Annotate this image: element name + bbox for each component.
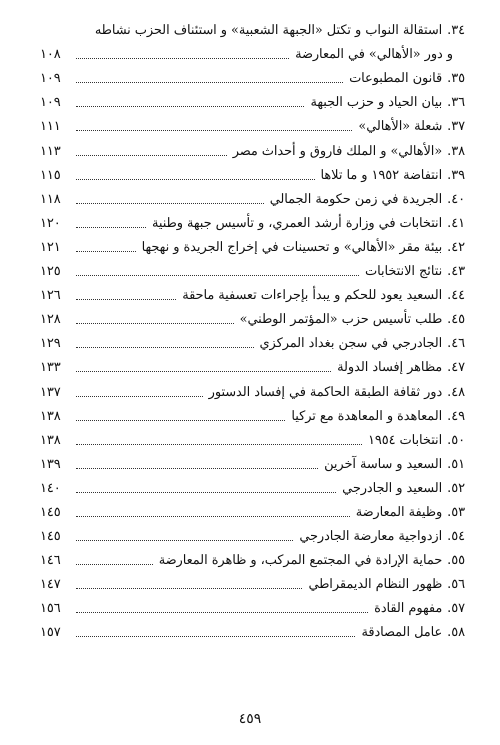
toc-entry-number: ٣٩. — [447, 167, 465, 183]
toc-entry — [40, 110, 465, 134]
toc-entry-page: ١٠٨ — [40, 47, 61, 63]
toc-entry-title: السعيد و الجادرجي — [342, 480, 443, 496]
toc-entry-number: ٥٦. — [447, 577, 465, 593]
toc-entry-title: دور ثقافة الطبقة الحاكمة في إفساد الدستور — [208, 384, 443, 400]
toc-entry-number: ٣٨. — [447, 143, 465, 159]
toc-entry-title: شعلة «الأهالي» — [358, 119, 443, 135]
toc-entry-page: ١١٣ — [40, 143, 61, 159]
toc-entry — [40, 14, 465, 38]
toc-entry — [40, 496, 465, 520]
table-of-contents — [40, 14, 465, 640]
toc-entry-number: ٥٧. — [447, 601, 465, 617]
dot-leader — [76, 636, 355, 637]
toc-entry — [40, 616, 465, 640]
toc-entry-page: ١٤٠ — [40, 480, 61, 496]
dot-leader — [76, 58, 289, 59]
toc-entry-page: ١٢١ — [40, 239, 61, 255]
dot-leader — [76, 444, 362, 445]
dot-leader — [76, 155, 227, 156]
toc-entry-title: الجريدة في زمن حكومة الجمالي — [269, 191, 443, 207]
toc-entry — [40, 86, 465, 110]
toc-entry-number: ٥١. — [447, 456, 465, 472]
toc-entry — [40, 424, 465, 448]
dot-leader — [76, 130, 352, 131]
toc-entry-number: ٤٧. — [447, 360, 465, 376]
toc-entry-page: ١٣٣ — [40, 360, 61, 376]
toc-entry-page: ١٢٦ — [40, 288, 61, 304]
toc-entry-page: ١٣٩ — [40, 456, 61, 472]
toc-entry-page: ١٠٩ — [40, 71, 61, 87]
dot-leader — [76, 203, 264, 204]
toc-entry-number: ٥٥. — [447, 553, 465, 569]
toc-entry — [40, 38, 465, 62]
toc-entry-number: ٥٤. — [447, 529, 465, 545]
toc-entry-title: ظهور النظام الديمقراطي — [308, 577, 443, 593]
toc-entry-page: ١٢٨ — [40, 312, 61, 328]
toc-entry-number: ٤٢. — [447, 239, 465, 255]
toc-entry — [40, 544, 465, 568]
toc-entry-number: ٣٤. — [447, 23, 465, 39]
toc-entry-title: انتخابات في وزارة أرشد العمري، و تأسيس جبهة وطنية — [151, 215, 443, 231]
toc-entry-number: ٤١. — [447, 215, 465, 231]
toc-entry-title: انتخابات ١٩٥٤ — [367, 432, 443, 448]
dot-leader — [76, 612, 368, 613]
toc-entry — [40, 303, 465, 327]
toc-entry — [40, 568, 465, 592]
dot-leader — [76, 588, 302, 589]
toc-entry — [40, 448, 465, 472]
toc-entry-page: ١٢٥ — [40, 264, 61, 280]
dot-leader — [76, 540, 293, 541]
toc-entry — [40, 400, 465, 424]
toc-entry — [40, 279, 465, 303]
dot-leader — [76, 396, 203, 397]
toc-entry-number: ٥٣. — [447, 504, 465, 520]
toc-entry-title: انتفاضة ١٩٥٢ و ما تلاها — [320, 167, 443, 183]
dot-leader — [76, 371, 331, 372]
dot-leader — [76, 106, 304, 107]
toc-entry-title: السعيد و ساسة آخرين — [324, 456, 443, 472]
toc-entry-page: ١١١ — [40, 119, 61, 135]
toc-entry-title: ازدواجية معارضة الجادرجي — [299, 529, 443, 545]
toc-entry — [40, 183, 465, 207]
toc-entry-title: الجادرجي في سجن بغداد المركزي — [259, 336, 443, 352]
toc-entry-number: ٣٦. — [447, 95, 465, 111]
toc-entry-title: استقالة النواب و تكتل «الجبهة الشعبية» و استئناف الحزب نشاطه — [94, 23, 443, 39]
toc-entry-page: ١٢٩ — [40, 336, 61, 352]
dot-leader — [76, 82, 343, 83]
toc-entry-title: حماية الإرادة في المجتمع المركب، و ظاهرة المعارضة — [158, 553, 443, 569]
dot-leader — [76, 275, 359, 276]
dot-leader — [76, 516, 350, 517]
toc-entry-page: ١٠٩ — [40, 95, 61, 111]
toc-entry-title: مظاهر إفساد الدولة — [337, 360, 443, 376]
toc-entry-number: ٤٥. — [447, 312, 465, 328]
toc-entry-number: ٤٩. — [447, 408, 465, 424]
toc-entry-page: ١٤٦ — [40, 553, 61, 569]
toc-entry-page: ١٣٧ — [40, 384, 61, 400]
toc-entry-title: السعيد يعود للحكم و يبدأ بإجراءات تعسفية ماحقة — [182, 288, 443, 304]
toc-entry-page: ١٥٦ — [40, 601, 61, 617]
page-number: ٤٥٩ — [238, 711, 262, 727]
toc-entry-number: ٤٤. — [447, 288, 465, 304]
toc-entry — [40, 351, 465, 375]
toc-entry — [40, 592, 465, 616]
toc-entry-page: ١٣٨ — [40, 432, 61, 448]
toc-entry-page: ١٤٥ — [40, 504, 61, 520]
toc-entry-title: نتائج الانتخابات — [365, 264, 443, 280]
toc-entry-page: ١١٥ — [40, 167, 61, 183]
toc-entry-page: ١٢٠ — [40, 215, 61, 231]
toc-entry-number: ٥٢. — [447, 480, 465, 496]
dot-leader — [76, 492, 336, 493]
toc-entry — [40, 159, 465, 183]
toc-entry — [40, 231, 465, 255]
dot-leader — [76, 420, 285, 421]
toc-entry-title: مفهوم القادة — [374, 601, 443, 617]
dot-leader — [76, 468, 318, 469]
toc-entry-title: بيان الحياد و حزب الجبهة — [310, 95, 443, 111]
toc-entry-number: ٤٦. — [447, 336, 465, 352]
toc-entry-page: ١٥٧ — [40, 625, 61, 641]
toc-entry-number: ٤٨. — [447, 384, 465, 400]
toc-entry-number: ٣٥. — [447, 71, 465, 87]
toc-entry — [40, 327, 465, 351]
toc-entry-page: ١٣٨ — [40, 408, 61, 424]
toc-entry-number: ٥٨. — [447, 625, 465, 641]
dot-leader — [76, 564, 153, 565]
dot-leader — [76, 299, 176, 300]
toc-entry — [40, 375, 465, 399]
dot-leader — [76, 347, 254, 348]
toc-entry-number: ٤٣. — [447, 264, 465, 280]
toc-entry — [40, 472, 465, 496]
toc-entry-page: ١١٨ — [40, 191, 61, 207]
toc-entry-title: عامل المصادقة — [361, 625, 443, 641]
toc-entry-number: ٣٧. — [447, 119, 465, 135]
dot-leader — [76, 227, 146, 228]
toc-entry-title: طلب تأسيس حزب «المؤتمر الوطني» — [239, 312, 443, 328]
toc-entry — [40, 62, 465, 86]
toc-entry-title: بيئة مقر «الأهالي» و تحسينات في إخراج الجريدة و نهجها — [141, 239, 443, 255]
toc-entry — [40, 134, 465, 158]
dot-leader — [76, 179, 315, 180]
dot-leader — [76, 251, 136, 252]
toc-entry-page: ١٤٥ — [40, 529, 61, 545]
toc-entry-title: قانون المطبوعات — [349, 71, 443, 87]
toc-entry — [40, 207, 465, 231]
toc-entry-number: ٥٠. — [447, 432, 465, 448]
dot-leader — [76, 323, 234, 324]
toc-entry — [40, 520, 465, 544]
toc-entry-title: وظيفة المعارضة — [355, 504, 443, 520]
toc-entry-title: و دور «الأهالي» في المعارضة — [295, 47, 453, 63]
toc-entry-page: ١٤٧ — [40, 577, 61, 593]
toc-entry-title: المعاهدة و المعاهدة مع تركيا — [291, 408, 443, 424]
toc-entry-number: ٤٠. — [447, 191, 465, 207]
toc-entry — [40, 255, 465, 279]
toc-entry-title: «الأهالي» و الملك فاروق و أحداث مصر — [232, 143, 443, 159]
